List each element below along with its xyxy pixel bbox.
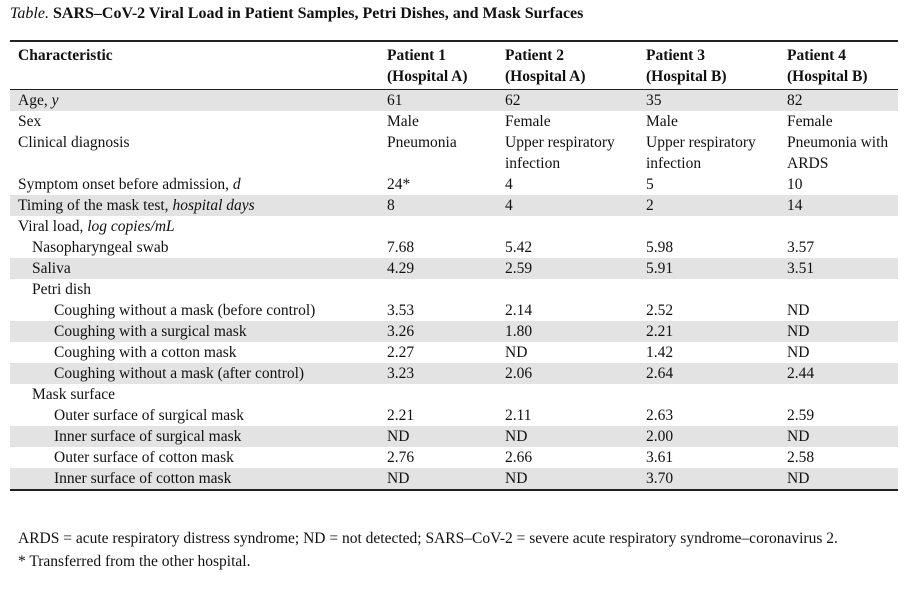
- patient-2-value: [497, 216, 638, 237]
- patient-3-value: [638, 279, 779, 300]
- patient-2-value: 4: [497, 195, 638, 216]
- row-label: Viral load, log copies/mL: [18, 218, 175, 235]
- patient-4-value: ND: [779, 468, 898, 489]
- table-body: [10, 90, 898, 490]
- table-row: [10, 447, 898, 468]
- patient-3-value: 2: [638, 195, 779, 216]
- row-label: Coughing with a surgical mask: [10, 321, 379, 342]
- patient-3-value: Upper respiratory infection: [646, 134, 756, 172]
- caption-title: SARS–CoV-2 Viral Load in Patient Samples, Petri Dishes, and Mask Surfaces: [52, 5, 584, 22]
- row-label: Inner surface of surgical mask: [10, 426, 379, 447]
- patient-4-value: 14: [779, 195, 898, 216]
- patient-1-value: 2.21: [387, 407, 415, 424]
- patient-1-value: ND: [379, 426, 497, 447]
- patient-4-value: ND: [787, 344, 810, 361]
- row-unit: log copies/mL: [87, 218, 175, 235]
- patient-3-value: 5: [646, 176, 654, 193]
- patient-3-value: Male: [646, 113, 678, 130]
- row-label: Coughing without a mask (after control): [10, 363, 379, 384]
- table-caption: [10, 4, 583, 24]
- table-row: [10, 132, 898, 174]
- header-characteristic: Characteristic: [10, 42, 379, 90]
- header-row: [10, 42, 898, 90]
- patient-4-value: Pneumonia with ARDS: [787, 134, 889, 172]
- patient-3-value: [638, 384, 779, 405]
- row-label: Petri dish: [32, 281, 91, 298]
- patient-2-value: ND: [497, 426, 638, 447]
- patient-2-value: Female: [505, 113, 551, 130]
- patient-2-value: 5.42: [505, 239, 533, 256]
- table-row: [10, 321, 898, 342]
- table-row: [10, 195, 898, 216]
- patient-2-value: 2.11: [505, 407, 532, 424]
- patient-3-value: 2.63: [646, 407, 674, 424]
- row-label: Saliva: [10, 258, 379, 279]
- table-footnotes: [10, 528, 898, 572]
- row-label: Sex: [18, 113, 42, 130]
- row-unit: hospital days: [172, 197, 255, 214]
- table-row: [10, 90, 898, 112]
- patient-1-value: 24*: [387, 176, 411, 193]
- patient-3-value: 2.64: [638, 363, 779, 384]
- table-row: [10, 237, 898, 258]
- patient-2-value: ND: [497, 468, 638, 489]
- patient-4-value: 82: [779, 90, 898, 112]
- patient-2-value: 2.14: [505, 302, 533, 319]
- header-patient-3: Patient 3 (Hospital B): [638, 42, 779, 90]
- row-unit: y: [51, 92, 59, 109]
- patient-1-value: [379, 216, 497, 237]
- table-row: [10, 384, 898, 405]
- row-unit: d: [232, 176, 241, 193]
- patient-4-value: [779, 279, 898, 300]
- patient-1-value: 2.76: [387, 449, 415, 466]
- table-row: [10, 279, 898, 300]
- patient-3-value: 3.70: [638, 468, 779, 489]
- header-patient-2: Patient 2 (Hospital A): [497, 42, 638, 90]
- patient-1-value: 4.29: [379, 258, 497, 279]
- data-table: [10, 42, 898, 489]
- row-label: Clinical diagnosis: [18, 134, 130, 151]
- patient-4-value: 2.44: [779, 363, 898, 384]
- patient-1-value: [379, 279, 497, 300]
- patient-3-value: 2.21: [638, 321, 779, 342]
- row-label: Mask surface: [32, 386, 116, 403]
- patient-4-value: ND: [779, 426, 898, 447]
- table-row: [10, 363, 898, 384]
- table-row: [10, 405, 898, 426]
- patient-4-value: 3.51: [779, 258, 898, 279]
- patient-4-value: ND: [779, 321, 898, 342]
- patient-4-value: [779, 216, 898, 237]
- patient-1-value: Pneumonia: [387, 134, 457, 151]
- header-patient-1: Patient 1 (Hospital A): [379, 42, 497, 90]
- patient-3-value: 2.52: [646, 302, 674, 319]
- patient-4-value: ND: [787, 302, 810, 319]
- patient-1-value: 3.23: [379, 363, 497, 384]
- footnote-abbreviations: ARDS = acute respiratory distress syndrome; ND = not detected; SARS–CoV-2 = severe acute respiratory syndrome–coronavirus 2.: [18, 530, 838, 547]
- patient-2-value: 1.80: [497, 321, 638, 342]
- patient-1-value: 2.27: [387, 344, 415, 361]
- patient-4-value: 10: [787, 176, 803, 193]
- row-label: Age, y: [10, 90, 379, 112]
- patient-2-value: 2.59: [497, 258, 638, 279]
- table-row: [10, 300, 898, 321]
- row-label: Coughing without a mask (before control): [54, 302, 316, 319]
- patient-1-value: [379, 384, 497, 405]
- row-label: Symptom onset before admission, d: [18, 176, 241, 193]
- patient-1-value: Male: [387, 113, 419, 130]
- patient-1-value: ND: [379, 468, 497, 489]
- footnote-transfer: * Transferred from the other hospital.: [18, 553, 251, 570]
- patient-3-value: 5.91: [638, 258, 779, 279]
- patient-1-value: 61: [379, 90, 497, 112]
- patient-4-value: 3.57: [787, 239, 815, 256]
- patient-1-value: 3.26: [379, 321, 497, 342]
- patient-2-value: 2.06: [497, 363, 638, 384]
- caption-lead: Table.: [10, 5, 49, 22]
- row-label: Inner surface of cotton mask: [10, 468, 379, 489]
- table-row: [10, 258, 898, 279]
- patient-2-value: Upper respiratory infection: [505, 134, 615, 172]
- header-patient-4: Patient 4 (Hospital B): [779, 42, 898, 90]
- patient-3-value: 5.98: [646, 239, 674, 256]
- table-row: [10, 216, 898, 237]
- row-label: Outer surface of surgical mask: [54, 407, 244, 424]
- patient-3-value: 1.42: [646, 344, 674, 361]
- patient-2-value: 4: [505, 176, 513, 193]
- patient-4-value: [779, 384, 898, 405]
- patient-1-value: 7.68: [387, 239, 415, 256]
- patient-4-value: 2.59: [787, 407, 815, 424]
- row-label: Nasopharyngeal swab: [32, 239, 169, 256]
- patient-4-value: Female: [787, 113, 833, 130]
- row-label: Timing of the mask test, hospital days: [10, 195, 379, 216]
- table-row: [10, 174, 898, 195]
- row-label: Coughing with a cotton mask: [54, 344, 237, 361]
- patient-3-value: 3.61: [646, 449, 674, 466]
- patient-3-value: [638, 216, 779, 237]
- table-row: [10, 468, 898, 489]
- patient-3-value: 2.00: [638, 426, 779, 447]
- table-row: [10, 342, 898, 363]
- row-label: Outer surface of cotton mask: [54, 449, 234, 466]
- patient-1-value: 8: [379, 195, 497, 216]
- patient-2-value: ND: [505, 344, 528, 361]
- patient-2-value: [497, 279, 638, 300]
- table-row: [10, 111, 898, 132]
- patient-4-value: 2.58: [787, 449, 815, 466]
- patient-3-value: 35: [638, 90, 779, 112]
- patient-2-value: 62: [497, 90, 638, 112]
- patient-2-value: [497, 384, 638, 405]
- patient-1-value: 3.53: [387, 302, 415, 319]
- patient-2-value: 2.66: [505, 449, 533, 466]
- table-row: [10, 426, 898, 447]
- data-table-frame: [10, 40, 898, 491]
